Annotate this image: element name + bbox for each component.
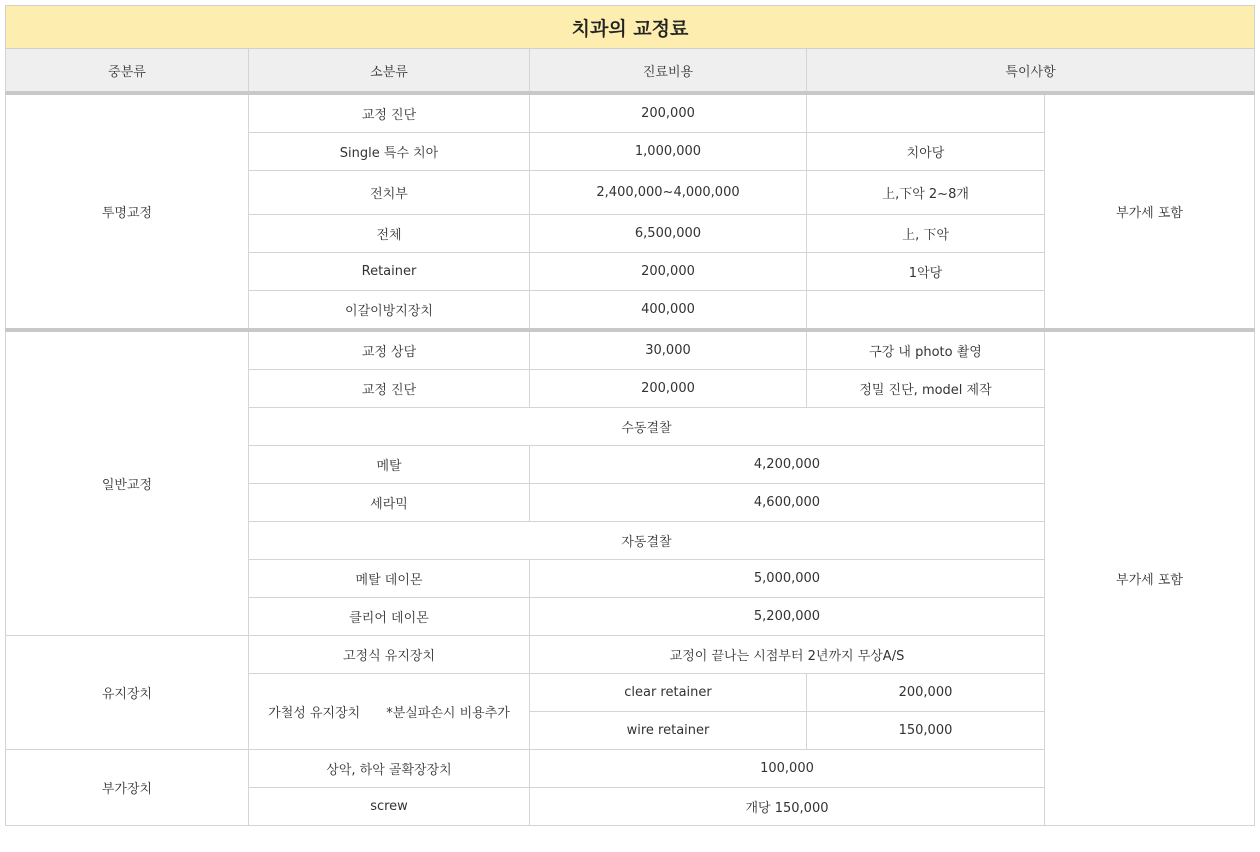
fee-table-container (5, 5, 1254, 826)
cost-cell: 200,000 (530, 253, 807, 291)
table-row (6, 330, 1255, 370)
removable-retainer-label: 가철성 유지장치 (268, 706, 361, 721)
cost-cell: 100,000 (530, 750, 1045, 788)
cost-cell: 5,200,000 (530, 598, 1045, 636)
note-cell: 치아당 (807, 133, 1045, 171)
note-cell: 1악당 (807, 253, 1045, 291)
note-cell (807, 93, 1045, 133)
cost-cell: 400,000 (530, 291, 807, 331)
cost-cell: 30,000 (530, 330, 807, 370)
header-sub: 소분류 (249, 49, 530, 94)
header-mid: 중분류 (6, 49, 249, 94)
cost-cell: 1,000,000 (530, 133, 807, 171)
subsection-label: 자동결찰 (249, 522, 1045, 560)
sub-cell: 메탈 데이몬 (249, 560, 530, 598)
orthodontic-fee-table (5, 5, 1255, 826)
sub-cell: screw (249, 788, 530, 826)
cost-cell: 5,000,000 (530, 560, 1045, 598)
sub-cell: 이갈이방지장치 (249, 291, 530, 331)
cost-cell: 200,000 (530, 370, 807, 408)
title-row (6, 6, 1255, 49)
note-cell: 上,下악 2~8개 (807, 171, 1045, 215)
table-title: 치과의 교정료 (6, 6, 1255, 49)
sub-cell-removable (249, 674, 530, 750)
sub-cell: 교정 진단 (249, 93, 530, 133)
sub-cell: 메탈 (249, 446, 530, 484)
sub-cell: 전체 (249, 215, 530, 253)
cost-cell: 2,400,000~4,000,000 (530, 171, 807, 215)
sub-cell: Retainer (249, 253, 530, 291)
cost-cell: 교정이 끝나는 시점부터 2년까지 무상A/S (530, 636, 1045, 674)
category-cell: 투명교정 (6, 93, 249, 330)
table-row (6, 93, 1255, 133)
removable-retainer-note: *분실파손시 비용추가 (386, 706, 510, 721)
cost-cell: 6,500,000 (530, 215, 807, 253)
sub-cell: 전치부 (249, 171, 530, 215)
retainer-type-cell: wire retainer (530, 712, 807, 750)
cost-cell: 200,000 (530, 93, 807, 133)
vat-cell: 부가세 포함 (1045, 93, 1255, 330)
cost-cell: 150,000 (807, 712, 1045, 750)
note-cell: 구강 내 photo 촬영 (807, 330, 1045, 370)
sub-cell: 고정식 유지장치 (249, 636, 530, 674)
header-row (6, 49, 1255, 94)
retainer-type-cell: clear retainer (530, 674, 807, 712)
cost-cell: 4,200,000 (530, 446, 1045, 484)
header-cost: 진료비용 (530, 49, 807, 94)
sub-cell: 세라믹 (249, 484, 530, 522)
cost-cell: 개당 150,000 (530, 788, 1045, 826)
vat-cell: 부가세 포함 (1045, 330, 1255, 826)
sub-cell: 교정 진단 (249, 370, 530, 408)
sub-cell: 클리어 데이몬 (249, 598, 530, 636)
cost-cell: 4,600,000 (530, 484, 1045, 522)
sub-cell: Single 특수 치아 (249, 133, 530, 171)
category-cell: 유지장치 (6, 636, 249, 750)
note-cell: 上, 下악 (807, 215, 1045, 253)
category-cell: 부가장치 (6, 750, 249, 826)
category-cell: 일반교정 (6, 330, 249, 636)
cost-cell: 200,000 (807, 674, 1045, 712)
note-cell (807, 291, 1045, 331)
sub-cell: 교정 상담 (249, 330, 530, 370)
header-note: 특이사항 (807, 49, 1255, 94)
note-cell: 정밀 진단, model 제작 (807, 370, 1045, 408)
subsection-label: 수동결찰 (249, 408, 1045, 446)
sub-cell: 상악, 하악 골확장장치 (249, 750, 530, 788)
